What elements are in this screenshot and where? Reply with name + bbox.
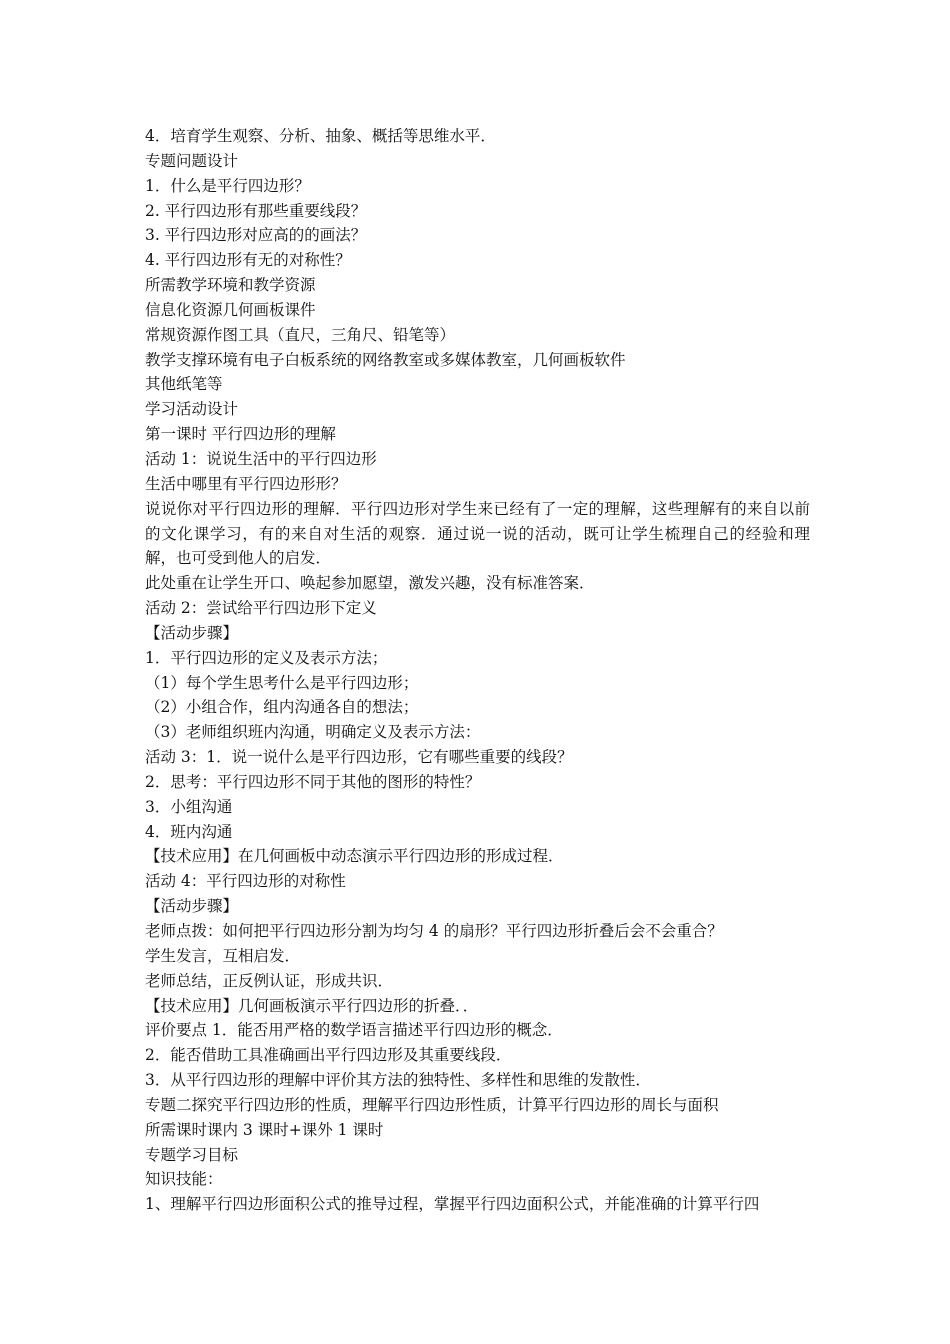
text-line: 此处重在让学生开口、唤起参加愿望，激发兴趣，没有标准答案． [145,574,595,593]
text-line: 专题二探究平行四边形的性质，理解平行四边形性质，计算平行四边形的周长与面积 [145,1095,719,1114]
text-line: 【活动步骤】 [145,623,239,642]
section-heading: 学习活动设计 [145,400,239,419]
text-line: 2．能否借助工具准确画出平行四边形及其重要线段． [145,1046,512,1065]
text-line: 3. 平行四边形对应高的的画法？ [145,226,367,245]
text-line: 活动 3：1．说一说什么是平行四边形，它有哪些重要的线段？ [145,748,573,767]
text-line: 4. 平行四边形有无的对称性？ [145,251,351,270]
text-line: 2. 平行四边形有那些重要线段？ [145,201,367,220]
text-line: （1）每个学生思考什么是平行四边形； [145,673,419,692]
text-line: 2．思考：平行四边形不同于其他的图形的特性？ [145,772,481,791]
text-line: 4．班内沟通 [145,822,233,841]
text-line: 学生发言，互相启发． [145,946,301,965]
text-line: 4．培育学生观察、分析、抽象、概括等思维水平． [145,127,496,145]
text-line: （3）老师组织班内沟通，明确定义及表示方法： [145,723,481,742]
text-line: 1、理解平行四边形面积公式的推导过程，掌握平行四边面积公式，并能准确的计算平行四 [145,1195,760,1214]
text-line: 知识技能： [145,1170,223,1189]
section-heading: 所需教学环境和教学资源 [145,276,316,295]
text-line: 3．从平行四边形的理解中评价其方法的独特性、多样性和思维的发散性． [145,1071,651,1090]
text-line: 【技术应用】在几何画板中动态演示平行四边形的形成过程． [145,847,564,866]
section-heading: 专题问题设计 [145,151,239,170]
text-line: 活动 4：平行四边形的对称性 [145,872,346,891]
text-line: 其他纸笔等 [145,375,223,394]
document-body [145,124,810,1217]
text-line: 【活动步骤】 [145,897,239,916]
text-line: 活动 1：说说生活中的平行四边形 [145,449,377,468]
text-line: 教学支撑环境有电子白板系统的网络教室或多媒体教室，几何画板软件 [145,350,626,369]
text-line: （2）小组合作，组内沟通各自的想法； [145,698,419,717]
text-line: 老师总结，正反例认证，形成共识． [145,971,394,990]
text-line: 第一课时 平行四边形的理解 [145,425,336,444]
text-line: 所需课时课内 3 课时+课外 1 课时 [145,1120,384,1139]
text-line: 常规资源作图工具（直尺，三角尺、铅笔等） [145,325,456,344]
text-line: 活动 2：尝试给平行四边形下定义 [145,599,377,618]
text-line: 信息化资源几何画板课件 [145,300,316,319]
text-line: 1．平行四边形的定义及表示方法； [145,648,388,667]
section-heading: 专题学习目标 [145,1145,239,1164]
text-line: 1．什么是平行四边形？ [145,176,310,195]
paragraph: 说说你对平行四边形的理解．平行四边形对学生来已经有了一定的理解，这些理解有的来自以前的文化课学习，有的来自对生活的观察．通过说一说的活动，既可让学生梳理自己的经验和理解，也可受到他人的启发． [145,499,810,568]
text-line: 老师点拨：如何把平行四边形分割为均匀 4 的扇形？平行四边形折叠后会不会重合？ [145,922,723,940]
text-line: 评价要点 1．能否用严格的数学语言描述平行四边形的概念． [145,1021,563,1040]
text-line: 【技术应用】几何画板演示平行四边形的折叠．． [145,996,479,1015]
text-line: 生活中哪里有平行四边形形？ [145,474,347,493]
text-line: 3．小组沟通 [145,797,233,816]
